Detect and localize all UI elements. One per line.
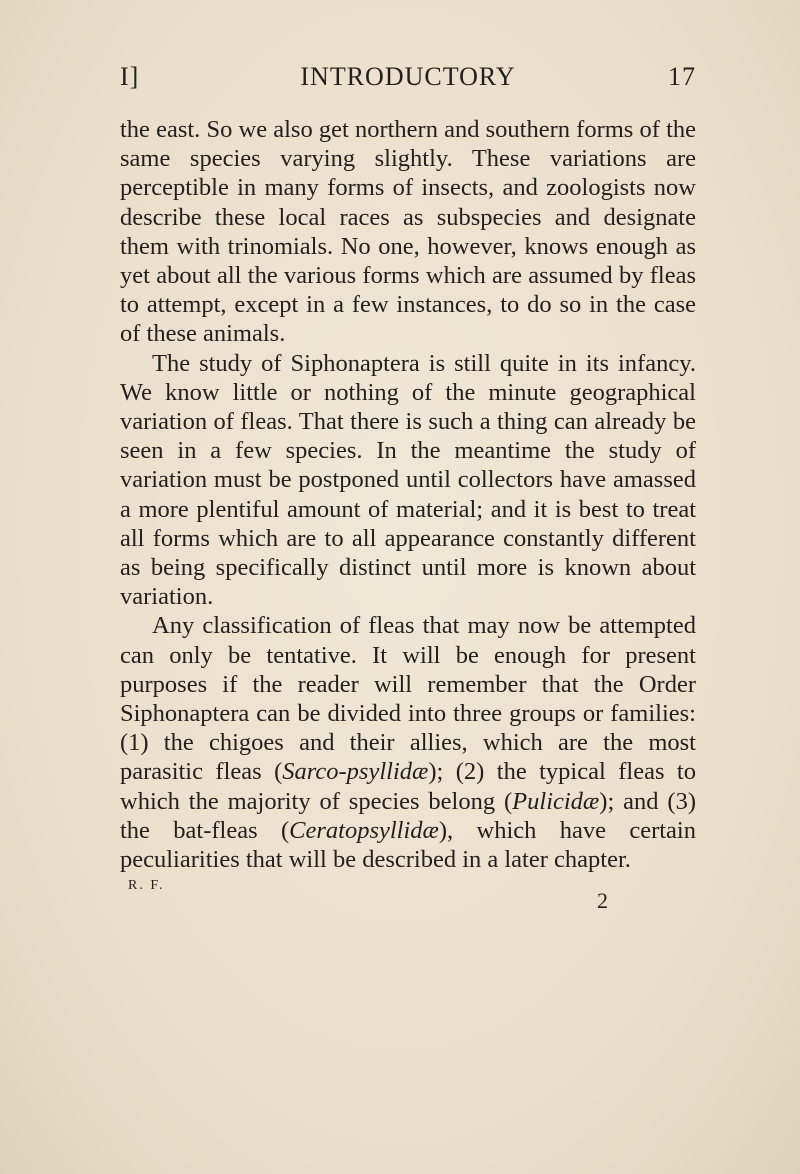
paragraph-1: the east. So we also get northern and southern forms of the same species varying slightly. These variations are perceptible in many forms of insects, and zoologists now describe these local races as subspecies and designate them with trinomials. No one, however, knows enough as yet about all the various forms which are assumed by fleas to attempt, except in a few instances, to do so in the case of these animals.: [120, 116, 696, 348]
page-footer: [120, 878, 696, 918]
printer-signature: R. F.: [128, 878, 165, 893]
paragraph-3-text-1: Any classification of fleas that may now be attempted can only be tentative. It will be enough for present purposes if the reader will remember that the Order Siphonaptera can be divided into three groups or families: (1) the chigoes and their allies, which are the most parasitic fleas (: [120, 612, 696, 786]
running-header: [120, 62, 696, 98]
paragraph-3-text-4: ), which have certain peculiarities that will be described in a later chapter.: [120, 816, 696, 874]
running-title: INTRODUCTORY: [300, 62, 516, 91]
sheet-number: 2: [597, 888, 608, 913]
chapter-number: I]: [120, 62, 140, 91]
body-text: [120, 115, 696, 874]
family-name-sarcopsyllidae: Sarco-psyllidæ: [282, 758, 429, 786]
paragraph-3-text-2: ); (2) the typical fleas to which the majority of species belong (: [120, 758, 696, 815]
page-number: 17: [668, 62, 696, 91]
paragraph-2: The study of Siphonaptera is still quite in its infancy. We know little or nothing of the minute geographical variation of fleas. That there is such a thing can already be seen in a few species. In the meantime the study of variation must be postponed until collectors have amassed a more plentiful amount of material; and it is best to treat all forms which are to all appearance constantly different as being specifically distinct until more is known about variation.: [120, 349, 696, 611]
family-name-pulicidae: Pulicidæ: [512, 787, 600, 815]
paragraph-3-text-3: ); and (3) the bat-fleas (: [120, 787, 696, 844]
paragraph-3: [120, 611, 696, 874]
family-name-ceratopsyllidae: Ceratopsyllidæ: [289, 816, 439, 844]
